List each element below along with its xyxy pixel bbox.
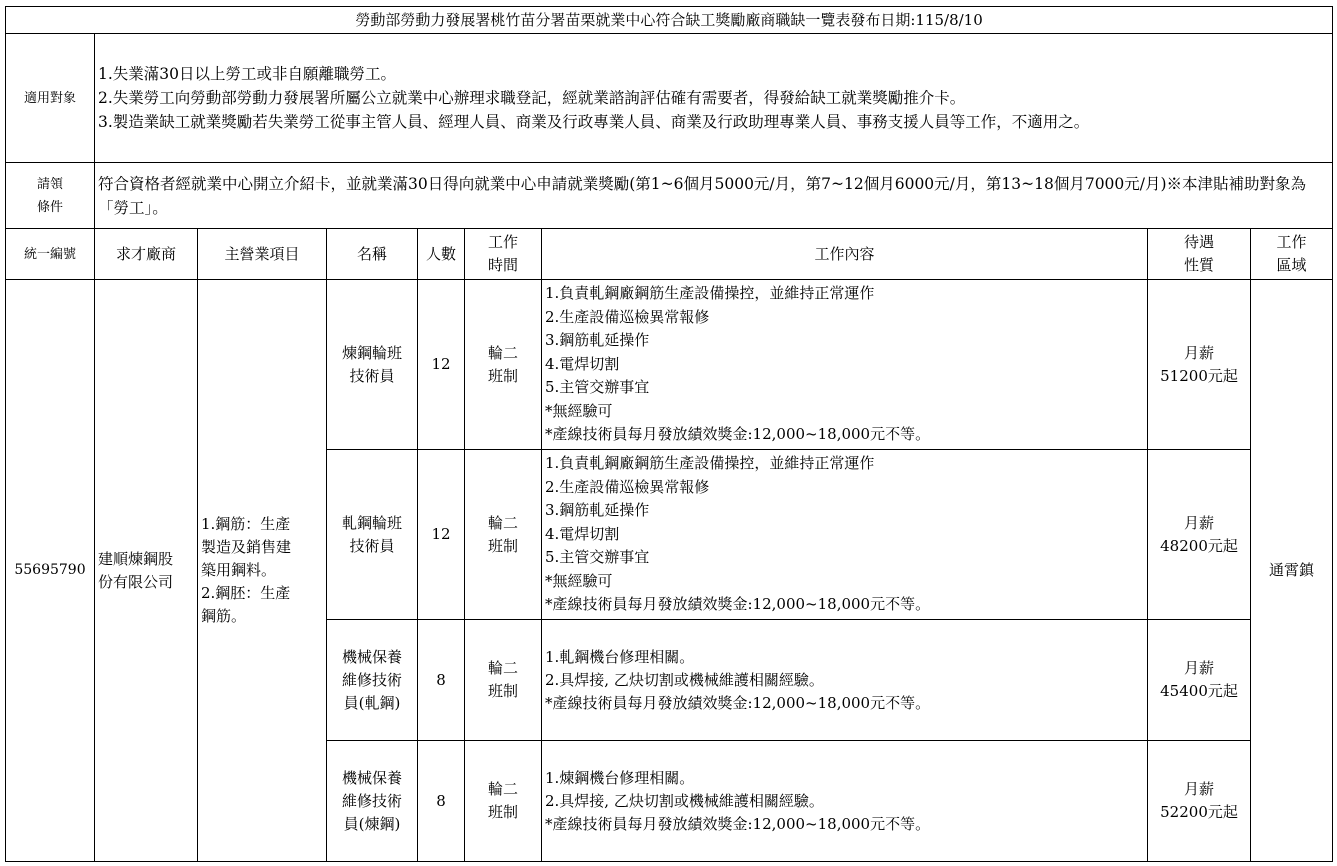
job-hours xyxy=(465,280,542,450)
job-content-line: *產線技術員每月發放績效獎金:12,000~18,000元不等。 xyxy=(545,814,931,833)
job-pay-line: 月薪 xyxy=(1183,513,1214,532)
header-count: 人數 xyxy=(418,229,465,280)
job-pay xyxy=(1148,280,1251,450)
job-hours-line: 班制 xyxy=(487,803,518,821)
job-count: 8 xyxy=(418,620,465,741)
job-pay-line: 45400元起 xyxy=(1160,682,1238,700)
header-hours-line: 時間 xyxy=(487,256,518,274)
business-line: 1.鋼筋：生產 xyxy=(201,515,291,533)
conditions-content: 符合資格者經就業中心開立介紹卡，並就業滿30日得向就業中心申請就業獎勵(第1~6個月5000元/月，第7~12個月6000元/月，第13~18個月7000元/月)※本津貼補助對象為「勞工」。 xyxy=(95,163,1333,229)
job-content-line: 4.電焊切割 xyxy=(545,354,620,373)
job-name xyxy=(327,280,418,450)
header-company: 求才廠商 xyxy=(95,229,198,280)
job-hours-line: 班制 xyxy=(487,682,518,700)
header-row xyxy=(6,229,1333,280)
job-name-line: 技術員 xyxy=(349,366,395,385)
job-pay-line: 51200元起 xyxy=(1160,366,1238,385)
job-hours xyxy=(465,620,542,741)
employer-business xyxy=(198,280,327,862)
table-row xyxy=(6,280,1333,450)
job-name xyxy=(327,741,418,862)
job-hours xyxy=(465,741,542,862)
job-name-line: 機械保養 xyxy=(341,768,402,787)
job-pay-line: 52200元起 xyxy=(1160,803,1238,821)
job-content-line: *產線技術員每月發放績效獎金:12,000~18,000元不等。 xyxy=(545,595,931,614)
header-area xyxy=(1251,229,1333,280)
business-line: 製造及銷售建 xyxy=(201,538,292,556)
header-hours-line: 工作 xyxy=(487,233,518,251)
job-count: 12 xyxy=(418,280,465,450)
business-line: 2.鋼胚：生產 xyxy=(201,584,291,602)
job-content-line: 2.生產設備巡檢異常報修 xyxy=(545,307,710,326)
job-content-line: 2.具焊接, 乙炔切割或機械維護相關經驗。 xyxy=(545,791,824,810)
job-content-line: 1.負責軋鋼廠鋼筋生產設備操控，並維持正常運作 xyxy=(545,284,875,303)
job-content-line: 3.鋼筋軋延操作 xyxy=(545,501,650,520)
header-pay xyxy=(1148,229,1251,280)
job-content xyxy=(542,280,1148,450)
eligibility-content xyxy=(95,34,1333,163)
page-title: 勞動部勞動力發展署桃竹苗分署苗栗就業中心符合缺工獎勵廠商職缺一覽表發布日期:115/8/10 xyxy=(6,7,1333,34)
job-name-line: 軋鋼輪班 xyxy=(341,513,402,532)
job-content-line: 1.軋鋼機台修理相關。 xyxy=(545,647,695,666)
job-count: 12 xyxy=(418,450,465,620)
eligibility-item: 3.製造業缺工就業獎勵若失業勞工從事主管人員、經理人員、商業及行政專業人員、商業及行政助理專業人員、事務支援人員等工作，不適用之。 xyxy=(98,113,1090,131)
job-name-line: 員(軋鋼) xyxy=(343,693,401,712)
job-hours-line: 輪二 xyxy=(487,513,518,532)
header-id: 統一編號 xyxy=(6,229,95,280)
title-row xyxy=(6,7,1333,34)
eligibility-row xyxy=(6,34,1333,163)
conditions-label-line: 請領 xyxy=(36,176,63,192)
eligibility-label: 適用對象 xyxy=(6,34,95,163)
eligibility-item: 2.失業勞工向勞動部勞動力發展署所屬公立就業中心辦理求職登記，經就業諮詢評估確有需要者，得發給缺工就業獎勵推介卡。 xyxy=(98,89,966,107)
job-name-line: 維修技術 xyxy=(341,670,402,689)
job-hours xyxy=(465,450,542,620)
job-pay-line: 月薪 xyxy=(1183,780,1214,798)
header-hours xyxy=(465,229,542,280)
job-hours-line: 輪二 xyxy=(487,780,518,798)
job-listing-table xyxy=(5,6,1333,862)
job-hours-line: 班制 xyxy=(487,366,518,385)
employer-company xyxy=(95,280,198,862)
business-line: 鋼筋。 xyxy=(201,607,247,625)
job-hours-line: 輪二 xyxy=(487,659,518,677)
job-content-line: 5.主管交辦事宜 xyxy=(545,378,650,397)
job-name-line: 維修技術 xyxy=(341,791,402,810)
job-content-line: *產線技術員每月發放績效獎金:12,000~18,000元不等。 xyxy=(545,425,931,444)
job-pay xyxy=(1148,741,1251,862)
employer-company-line: 建順煉鋼股 xyxy=(98,549,174,568)
job-content-line: 1.負責軋鋼廠鋼筋生產設備操控，並維持正常運作 xyxy=(545,454,875,473)
job-count: 8 xyxy=(418,741,465,862)
job-pay-line: 月薪 xyxy=(1183,659,1214,677)
job-name xyxy=(327,450,418,620)
job-content-line: *產線技術員每月發放績效獎金:12,000~18,000元不等。 xyxy=(545,693,931,712)
job-content-line: 5.主管交辦事宜 xyxy=(545,548,650,567)
header-content: 工作內容 xyxy=(542,229,1148,280)
job-name-line: 技術員 xyxy=(349,536,395,555)
job-content-line: 2.生產設備巡檢異常報修 xyxy=(545,477,710,496)
employer-id: 55695790 xyxy=(6,280,95,862)
header-name: 名稱 xyxy=(327,229,418,280)
conditions-label xyxy=(6,163,95,229)
job-name-line: 員(煉鋼) xyxy=(343,814,401,833)
job-content-line: *無經驗可 xyxy=(545,401,613,420)
job-name-line: 機械保養 xyxy=(341,647,402,666)
job-content xyxy=(542,741,1148,862)
job-pay-line: 月薪 xyxy=(1183,343,1214,362)
job-content-line: 2.具焊接, 乙炔切割或機械維護相關經驗。 xyxy=(545,670,824,689)
job-content-line: 4.電焊切割 xyxy=(545,524,620,543)
job-name xyxy=(327,620,418,741)
job-content-line: 3.鋼筋軋延操作 xyxy=(545,331,650,350)
job-pay-line: 48200元起 xyxy=(1160,536,1238,555)
job-hours-line: 班制 xyxy=(487,536,518,555)
conditions-row xyxy=(6,163,1333,229)
job-content xyxy=(542,450,1148,620)
conditions-label-line: 條件 xyxy=(36,199,63,215)
job-name-line: 煉鋼輪班 xyxy=(341,343,402,362)
job-pay xyxy=(1148,450,1251,620)
header-pay-line: 性質 xyxy=(1183,256,1214,274)
header-area-line: 工作 xyxy=(1276,233,1307,251)
header-business: 主營業項目 xyxy=(198,229,327,280)
header-area-line: 區域 xyxy=(1276,256,1307,274)
employer-area: 通霄鎮 xyxy=(1251,280,1333,862)
header-pay-line: 待遇 xyxy=(1183,233,1214,251)
job-hours-line: 輪二 xyxy=(487,343,518,362)
job-pay xyxy=(1148,620,1251,741)
business-line: 築用鋼料。 xyxy=(201,561,277,579)
eligibility-item: 1.失業滿30日以上勞工或非自願離職勞工。 xyxy=(98,65,397,83)
job-content xyxy=(542,620,1148,741)
job-content-line: *無經驗可 xyxy=(545,571,613,590)
employer-company-line: 份有限公司 xyxy=(98,572,174,591)
job-content-line: 1.煉鋼機台修理相關。 xyxy=(545,768,695,787)
